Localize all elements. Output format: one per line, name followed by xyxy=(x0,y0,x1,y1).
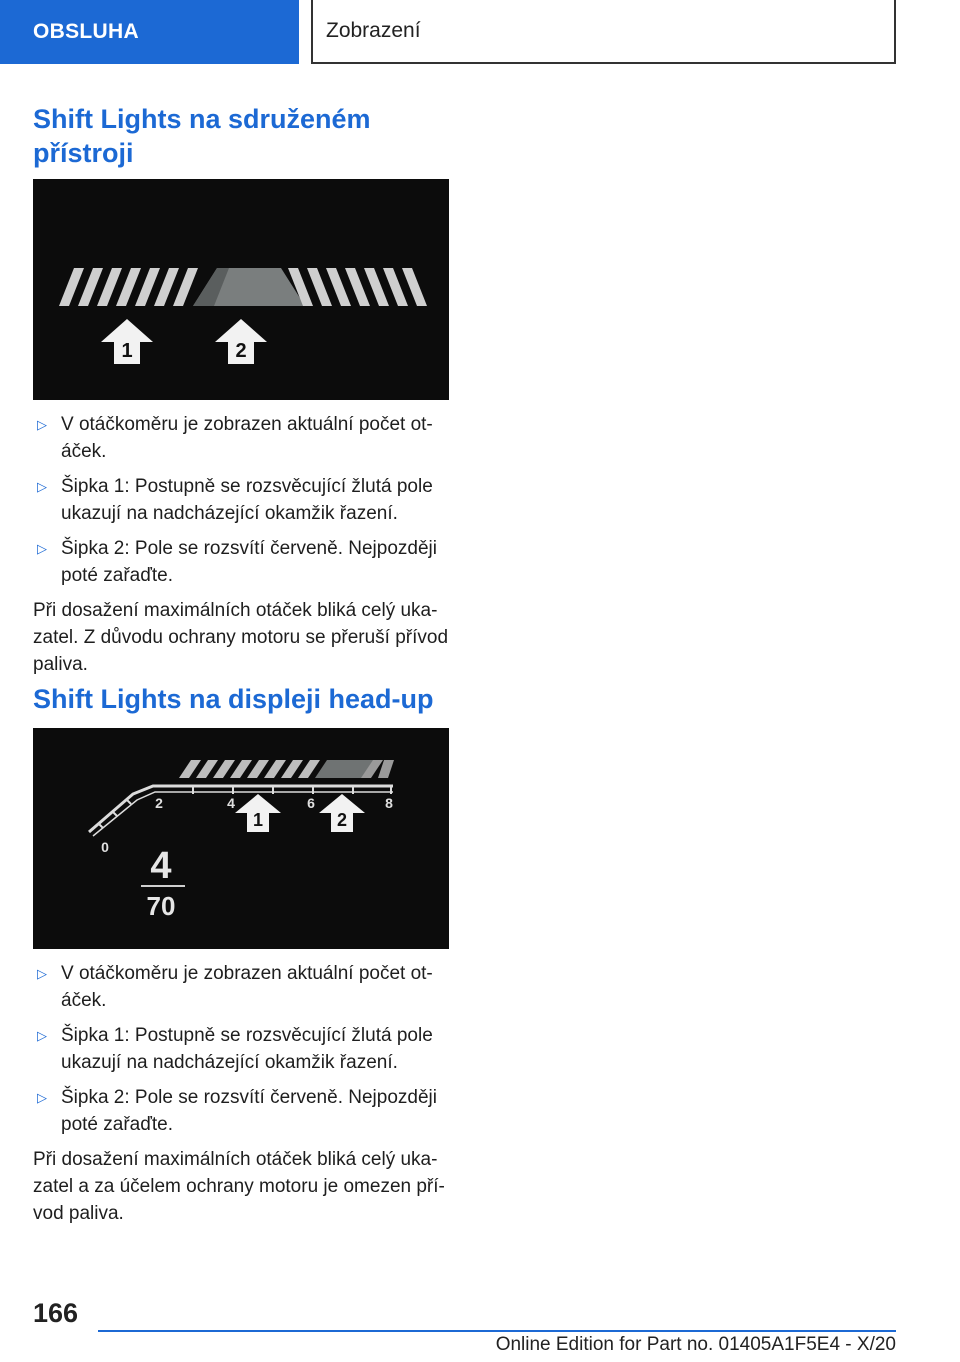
section2-bullet-list xyxy=(33,960,449,1138)
section-title: Zobrazení xyxy=(326,19,421,42)
bullet-text: ukazují na nadcházející okamžik řazení. xyxy=(61,503,398,524)
bullet-text: V otáčkoměru je zobrazen aktuální počet ot- xyxy=(61,963,433,984)
figure-instrument-cluster xyxy=(33,179,449,400)
section2-bullet-list-block xyxy=(33,960,449,1227)
list-item xyxy=(33,535,449,589)
section2-heading-block xyxy=(33,682,449,716)
bullet-text: Šipka 2: Pole se rozsvítí červeně. Nejpozději xyxy=(61,1087,437,1108)
scale-label-4: 4 xyxy=(227,795,235,811)
bullet-text: V otáčkoměru je zobrazen aktuální počet ot- xyxy=(61,414,433,435)
bullet-text: Šipka 1: Postupně se rozsvěcující žlutá pole xyxy=(61,1025,433,1046)
scale-label-2: 2 xyxy=(155,795,163,811)
paragraph-line: vod paliva. xyxy=(33,1203,124,1224)
list-item xyxy=(33,473,449,527)
arrow-2-label: 2 xyxy=(235,340,247,362)
paragraph-line: paliva. xyxy=(33,654,88,675)
triangle-right-icon: ▷ xyxy=(37,966,47,981)
arrow-1-label: 1 xyxy=(121,340,133,362)
list-item xyxy=(33,960,449,1014)
list-item xyxy=(33,411,449,465)
chapter-tab xyxy=(0,0,299,64)
paragraph-line: Při dosažení maximálních otáček bliká celý uka- xyxy=(33,600,438,621)
gear-indicator: 4 xyxy=(150,845,172,887)
scale-label-6: 6 xyxy=(307,795,315,811)
section1-heading-block xyxy=(33,102,449,170)
bullet-text: áček. xyxy=(61,990,107,1011)
page-number: 166 xyxy=(33,1298,79,1328)
arrow-2-label: 2 xyxy=(336,810,348,830)
figure-head-up-display xyxy=(33,728,449,949)
paragraph-line: Při dosažení maximálních otáček bliká celý uka- xyxy=(33,1149,438,1170)
scale-label-0: 0 xyxy=(101,839,109,855)
bullet-text: áček. xyxy=(61,441,107,462)
section1-bullet-list-block xyxy=(33,411,449,678)
section2-heading: Shift Lights na displeji head-up xyxy=(33,684,434,714)
bullet-text: Šipka 1: Postupně se rozsvěcující žlutá pole xyxy=(61,476,433,497)
scale-label-8: 8 xyxy=(385,795,393,811)
arrow-1-label: 1 xyxy=(252,810,264,830)
footer-divider xyxy=(98,1330,896,1332)
section-header xyxy=(311,0,896,64)
triangle-right-icon: ▷ xyxy=(37,541,47,556)
section1-bullet-list xyxy=(33,411,449,589)
triangle-right-icon: ▷ xyxy=(37,479,47,494)
speed-indicator: 70 xyxy=(146,891,176,921)
list-item xyxy=(33,1022,449,1076)
section1-heading-line2: přístroji xyxy=(33,138,134,168)
paragraph-line: zatel a za účelem ochrany motoru je omezen pří- xyxy=(33,1176,445,1197)
paragraph-line: zatel. Z důvodu ochrany motoru se přeruší přívod xyxy=(33,627,449,648)
triangle-right-icon: ▷ xyxy=(37,417,47,432)
head-up-display-shift-lights-illustration xyxy=(33,728,449,949)
section1-heading xyxy=(33,102,449,170)
section2-paragraph xyxy=(33,1146,449,1227)
section1-paragraph xyxy=(33,597,449,678)
triangle-right-icon: ▷ xyxy=(37,1090,47,1105)
chapter-title: OBSLUHA xyxy=(33,20,139,43)
section1-heading-line1: Shift Lights na sdruženém xyxy=(33,104,371,134)
bullet-text: poté zařaďte. xyxy=(61,1114,174,1135)
triangle-right-icon: ▷ xyxy=(37,1028,47,1043)
list-item xyxy=(33,1084,449,1138)
bullet-text: Šipka 2: Pole se rozsvítí červeně. Nejpozději xyxy=(61,538,437,559)
bullet-text: ukazují na nadcházející okamžik řazení. xyxy=(61,1052,398,1073)
instrument-cluster-shift-lights-illustration xyxy=(33,179,449,400)
bullet-text: poté zařaďte. xyxy=(61,565,174,586)
footer-edition: Online Edition for Part no. 01405A1F5E4 - X/20 xyxy=(495,1334,896,1355)
